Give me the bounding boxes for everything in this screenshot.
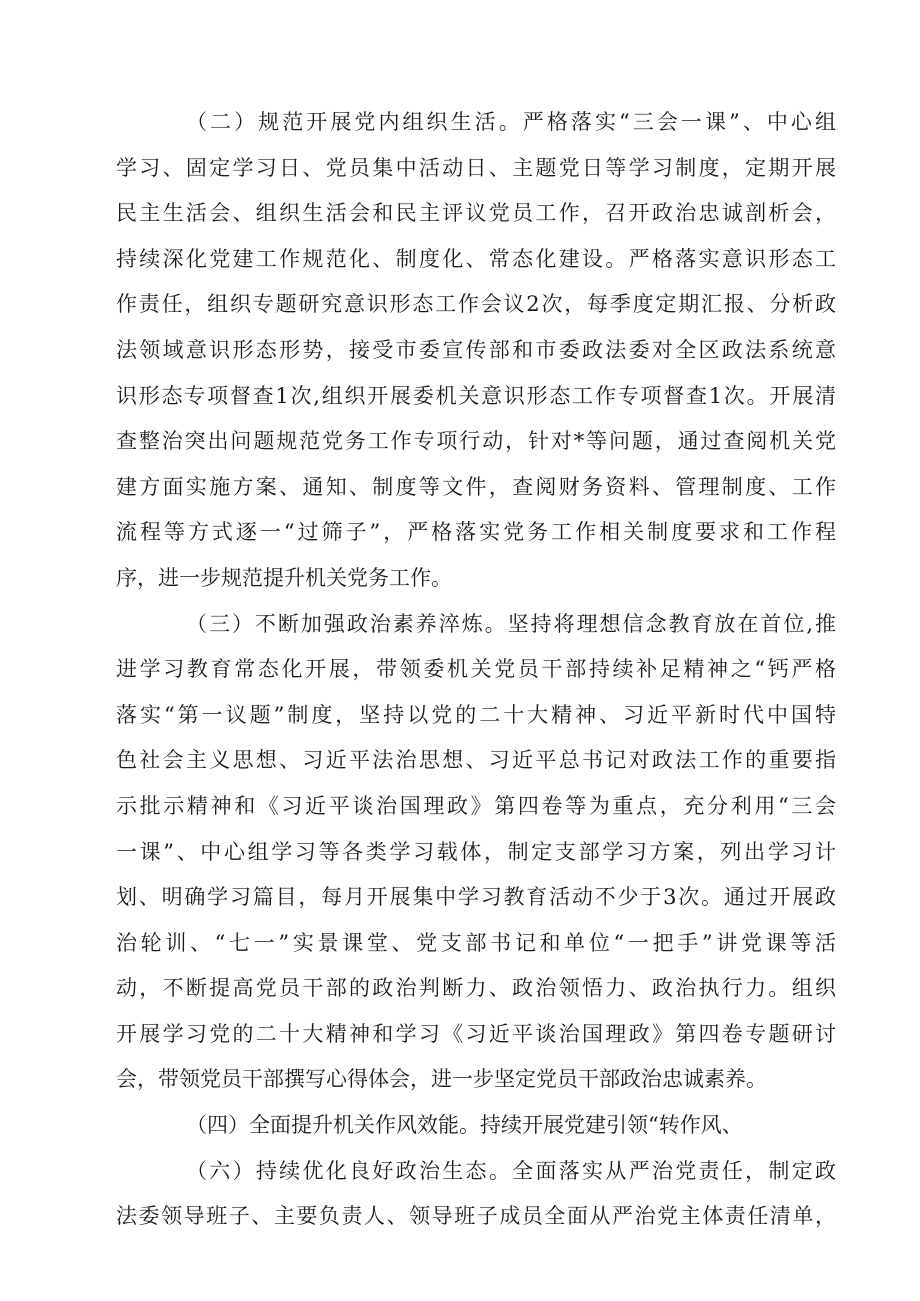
text-line: 开展学习党的二十大精神和学习《习近平谈治国理政》第四卷专题研讨 xyxy=(116,1021,836,1046)
text-line: 流程等方式逐一“过筛子”，严格落实党务工作相关制度要求和工作程 xyxy=(116,520,836,545)
text-line: （六）持续优化良好政治生态。全面落实从严治党责任，制定政 xyxy=(186,1158,836,1183)
text-line: 作责任，组织专题研究意识形态工作会议2次，每季度定期汇报、分析政 xyxy=(116,292,836,317)
text-line: 民主生活会、组织生活会和民主评议党员工作，召开政治忠诚剖析会， xyxy=(116,201,836,226)
text-line: 建方面实施方案、通知、制度等文件，查阅财务资料、管理制度、工作 xyxy=(116,474,836,499)
text-line: 动，不断提高党员干部的政治判断力、政治领悟力、政治执行力。组织 xyxy=(116,976,836,1001)
text-line: 序，进一步规范提升机关党务工作。 xyxy=(116,565,452,590)
text-line: （四）全面提升机关作风效能。持续开展党建引领“转作风、 xyxy=(186,1113,743,1138)
text-line: 一课”、中心组学习等各类学习载体，制定支部学习方案，列出学习计 xyxy=(116,839,836,864)
text-line: 学习、固定学习日、党员集中活动日、主题党日等学习制度，定期开展 xyxy=(116,155,836,180)
text-line: 划、明确学习篇目，每月开展集中学习教育活动不少于3次。通过开展政 xyxy=(116,885,836,910)
text-line: 持续深化党建工作规范化、制度化、常态化建设。严格落实意识形态工 xyxy=(116,246,836,271)
text-line: 法委领导班子、主要负责人、领导班子成员全面从严治党主体责任清单， xyxy=(116,1204,836,1229)
document-body xyxy=(116,100,836,1240)
text-line: 示批示精神和《习近平谈治国理政》第四卷等为重点，充分利用“三会 xyxy=(116,793,836,818)
text-line: 治轮训、“七一”实景课堂、党支部书记和单位“一把手”讲党课等活 xyxy=(116,930,836,955)
text-line: 色社会主义思想、习近平法治思想、习近平总书记对政法工作的重要指 xyxy=(116,748,836,773)
text-line: 落实“第一议题”制度，坚持以党的二十大精神、习近平新时代中国特 xyxy=(116,702,836,727)
text-line: 进学习教育常态化开展，带领委机关党员干部持续补足精神之“钙严格 xyxy=(116,657,836,682)
text-line: 识形态专项督查1次,组织开展委机关意识形态工作专项督查1次。开展清 xyxy=(116,383,836,408)
text-line: 会，带领党员干部撰写心得体会，进一步坚定党员干部政治忠诚素养。 xyxy=(116,1067,767,1092)
text-line: （二）规范开展党内组织生活。严格落实“三会一课”、中心组 xyxy=(186,110,836,134)
text-line: （三）不断加强政治素养淬炼。坚持将理想信念教育放在首位,推 xyxy=(186,611,836,636)
text-line: 查整治突出问题规范党务工作专项行动，针对*等问题，通过查阅机关党 xyxy=(116,429,836,454)
text-line: 法领域意识形态形势，接受市委宣传部和市委政法委对全区政法系统意 xyxy=(116,337,836,362)
